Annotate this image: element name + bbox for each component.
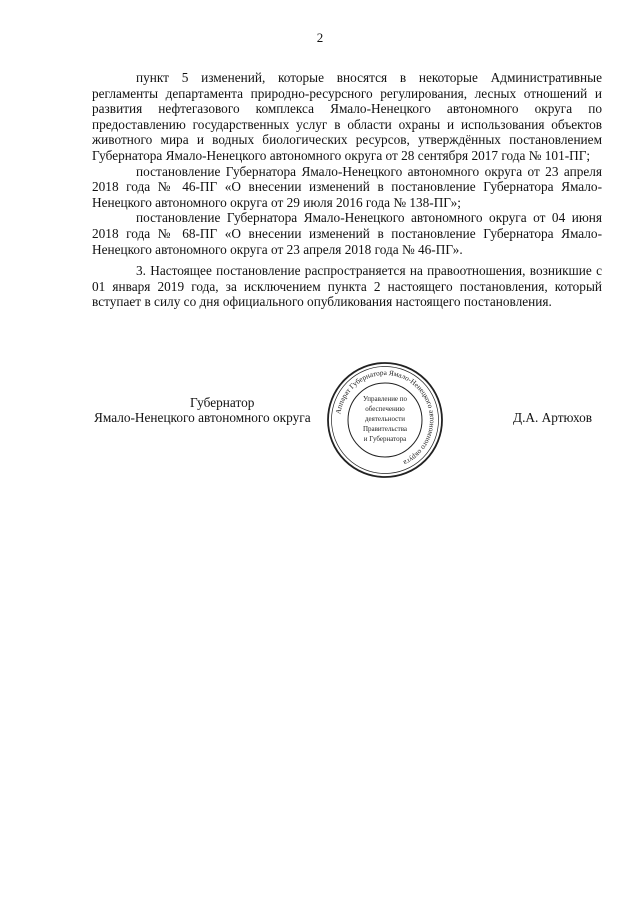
- stamp-center-line-2: обеспечению: [365, 405, 405, 413]
- signature-title-line1: Губернатор: [190, 395, 255, 410]
- stamp-seal-icon: [325, 360, 445, 480]
- page-number: 2: [316, 30, 324, 45]
- signature-title-line2: Ямало-Ненецкого автономного округа: [94, 410, 311, 425]
- signature-name: Д.А. Артюхов: [513, 410, 593, 425]
- document-body: [92, 70, 602, 310]
- paragraph-3: постановление Губернатора Ямало-Ненецкого автономного округа от 04 июня 2018 года № 68-ПГ «О внесении изменений в постановление Губернатора Ямало-Ненецкого автономного округа от 23 апреля 2018 года № 46-ПГ».: [92, 210, 602, 257]
- paragraph-1: пункт 5 изменений, которые вносятся в некоторые Административные регламенты департамента природно-ресурсного регулирования, лесных отношений и развития нефтегазового комплекса Ямало-Ненецкого автономного округа по предоставлению государственных услуг в области охраны и использования объектов животного мира и водных биологических ресурсов, утверждённых постановлением Губернатора Ямало-Ненецкого автономного округа от 28 сентября 2017 года № 101-ПГ;: [92, 70, 602, 163]
- stamp-center-line-3: деятельности: [364, 415, 406, 423]
- paragraph-4: 3. Настоящее постановление распространяется на правоотношения, возникшие с 01 января 2019 года, за исключением пункта 2 настоящего постановления, который вступает в силу со дня официального опубликования настоящего постановления.: [92, 263, 602, 310]
- official-stamp: [325, 360, 445, 480]
- stamp-center-line-1: Управление по: [362, 395, 408, 403]
- stamp-center-line-4: Правительства: [362, 425, 408, 433]
- stamp-center-line-5: и Губернатора: [363, 435, 407, 443]
- paragraph-2: постановление Губернатора Ямало-Ненецкого автономного округа от 23 апреля 2018 года № 46-ПГ «О внесении изменений в постановление Губернатора Ямало-Ненецкого автономного округа от 29 июля 2016 года № 138-ПГ»;: [92, 163, 602, 210]
- stamp-ring-text: Аппарат Губернатора Ямало-Ненецкого автономного округа: [333, 367, 438, 468]
